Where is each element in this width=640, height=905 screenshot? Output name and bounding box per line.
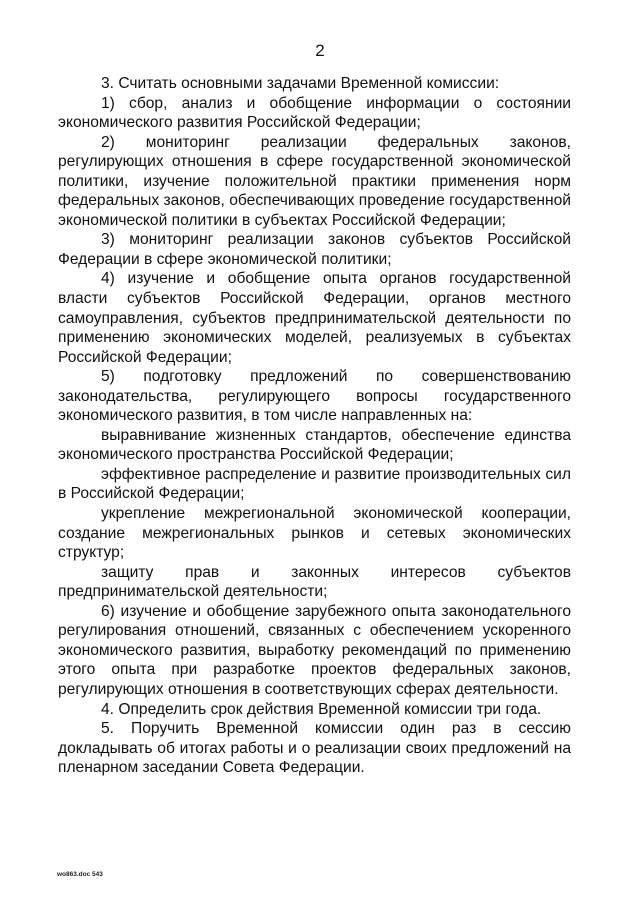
- paragraph-6: 5) подготовку предложений по совершенствованию законодательства, регулирующего вопросы государственного экономического развития, в том числе направленных на:: [58, 368, 571, 425]
- paragraph-13: 5. Поручить Временной комиссии один раз в сессию докладывать об итогах работы и о реализации своих предложений на пленарном заседании Совета Федерации.: [58, 720, 571, 777]
- paragraph-10: защиту прав и законных интересов субъектов предпринимательской деятельности;: [58, 563, 571, 601]
- paragraph-8: эффективное распределение и развитие производительных сил в Российской Федерации;: [58, 465, 571, 503]
- paragraph-5: 4) изучение и обобщение опыта органов государственной власти субъектов Российской Федерации, органов местного самоуправления, субъектов предпринимательской деятельности по применению экономических моделей, реализуемых в субъектах Российской Федерации;: [58, 270, 571, 366]
- paragraph-9: укрепление межрегиональной экономической кооперации, создание межрегиональных рынков и сетевых экономических структур;: [58, 505, 571, 562]
- paragraph-11: 6) изучение и обобщение зарубежного опыта законодательного регулирования отношений, связанных с обеспечением ускоренного экономического развития, выработку рекомендаций по применению этого опыта при разработке проектов федеральных законов, регулирующих отношения в соответствующих сферах деятельности.: [58, 602, 571, 698]
- paragraph-1: 3. Считать основными задачами Временной комиссии:: [101, 75, 500, 92]
- document-body: [58, 74, 571, 778]
- paragraph-4: 3) мониторинг реализации законов субъектов Российской Федерации в сфере экономической политики;: [58, 231, 571, 268]
- paragraph-2: 1) сбор, анализ и обобщение информации о состоянии экономического развития Российской Федерации;: [58, 94, 571, 132]
- paragraph-7: выравнивание жизненных стандартов, обеспечение единства экономического пространства Российской Федерации;: [58, 426, 571, 464]
- paragraph-12: 4. Определить срок действия Временной комиссии три года.: [101, 700, 542, 718]
- file-reference-footer: wo863.doc 543: [57, 871, 103, 878]
- page-number: 2: [315, 41, 325, 60]
- paragraph-3: 2) мониторинг реализации федеральных законов, регулирующих отношения в сфере государственной экономической политики, изучение положительной практики применения норм федеральных законов, обеспечивающих проведение государственной экономической политики в субъектах Российской Федерации;: [58, 133, 571, 229]
